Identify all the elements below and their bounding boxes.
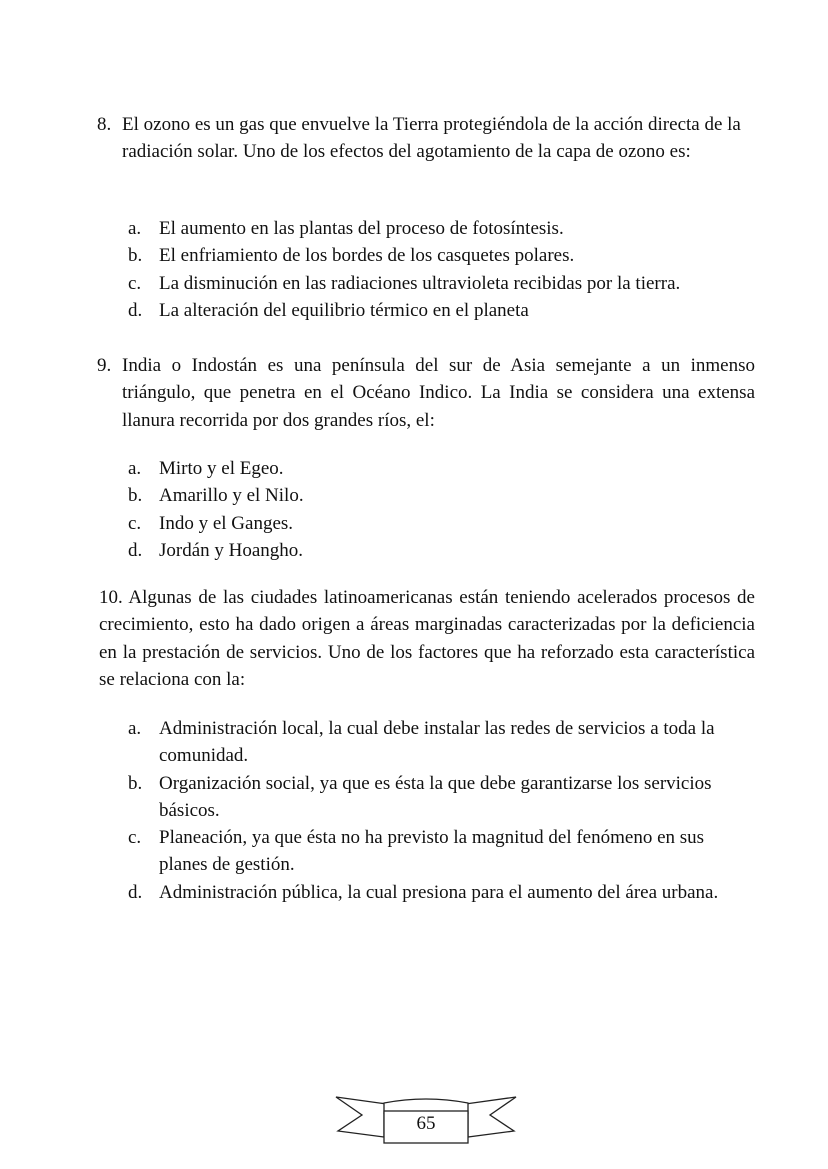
option-d	[128, 537, 748, 564]
option-letter: c.	[128, 512, 142, 534]
option-letter: d.	[128, 539, 143, 561]
option-text: Indo y el Ganges.	[159, 512, 294, 534]
option-b	[128, 770, 753, 825]
option-b	[128, 482, 748, 509]
option-text: Administración pública, la cual presiona para el aumento del área urbana.	[159, 881, 719, 903]
option-letter: b.	[128, 772, 143, 794]
option-letter: a.	[128, 458, 142, 479]
question-text: India o Indostán es una península del sur de Asia semejante a un inmenso triángulo, que penetra en el Océano Indico. La India se considera una extensa llanura recorrida por dos grandes ríos, el:	[122, 355, 755, 431]
option-letter: c.	[128, 272, 142, 294]
option-text: Amarillo y el Nilo.	[159, 485, 304, 507]
question-number: 10.	[99, 587, 123, 608]
question-number: 9.	[97, 355, 112, 376]
question-10	[99, 584, 755, 693]
question-9	[97, 352, 757, 434]
page-number-banner	[334, 1093, 518, 1147]
option-a	[128, 455, 748, 482]
option-letter: a.	[128, 718, 142, 739]
option-d	[128, 297, 748, 324]
question-9-options	[128, 455, 748, 564]
option-c	[128, 510, 748, 537]
option-letter: d.	[128, 881, 143, 903]
option-text: Jordán y Hoangho.	[159, 539, 304, 561]
question-number: 8.	[97, 114, 112, 135]
option-a	[128, 215, 748, 242]
option-text: Mirto y el Egeo.	[159, 458, 284, 479]
option-letter: c.	[128, 827, 142, 849]
option-text: El enfriamiento de los bordes de los casquetes polares.	[159, 245, 575, 267]
option-text: Planeación, ya que ésta no ha previsto la magnitud del fenómeno en sus planes de gestión.	[159, 827, 705, 876]
option-letter: d.	[128, 299, 143, 321]
option-text: La disminución en las radiaciones ultravioleta recibidas por la tierra.	[159, 272, 681, 294]
option-d	[128, 879, 753, 906]
option-text: Administración local, la cual debe instalar las redes de servicios a toda la comunidad.	[159, 718, 715, 767]
option-text: La alteración del equilibrio térmico en el planeta	[159, 299, 529, 321]
option-letter: b.	[128, 485, 143, 507]
option-c	[128, 824, 753, 879]
option-letter: a.	[128, 218, 142, 239]
option-c	[128, 270, 748, 297]
question-8	[97, 111, 757, 166]
option-letter: b.	[128, 245, 143, 267]
question-8-options	[128, 215, 748, 324]
question-text: Algunas de las ciudades latinoamericanas están teniendo acelerados procesos de crecimiento, esto ha dado origen a áreas marginadas caracterizadas por la deficiencia en la prestación de servicios. Uno de los factores que ha reforzado esta característica se relaciona con la:	[99, 587, 755, 690]
option-a	[128, 715, 753, 770]
option-b	[128, 242, 748, 269]
option-text: Organización social, ya que es ésta la que debe garantizarse los servicios básicos.	[159, 772, 712, 821]
page-number: 65	[416, 1113, 436, 1134]
option-text: El aumento en las plantas del proceso de fotosíntesis.	[159, 218, 564, 239]
question-10-options	[128, 715, 753, 906]
question-text: El ozono es un gas que envuelve la Tierra protegiéndola de la acción directa de la radiación solar. Uno de los efectos del agotamiento de la capa de ozono es:	[122, 114, 741, 163]
